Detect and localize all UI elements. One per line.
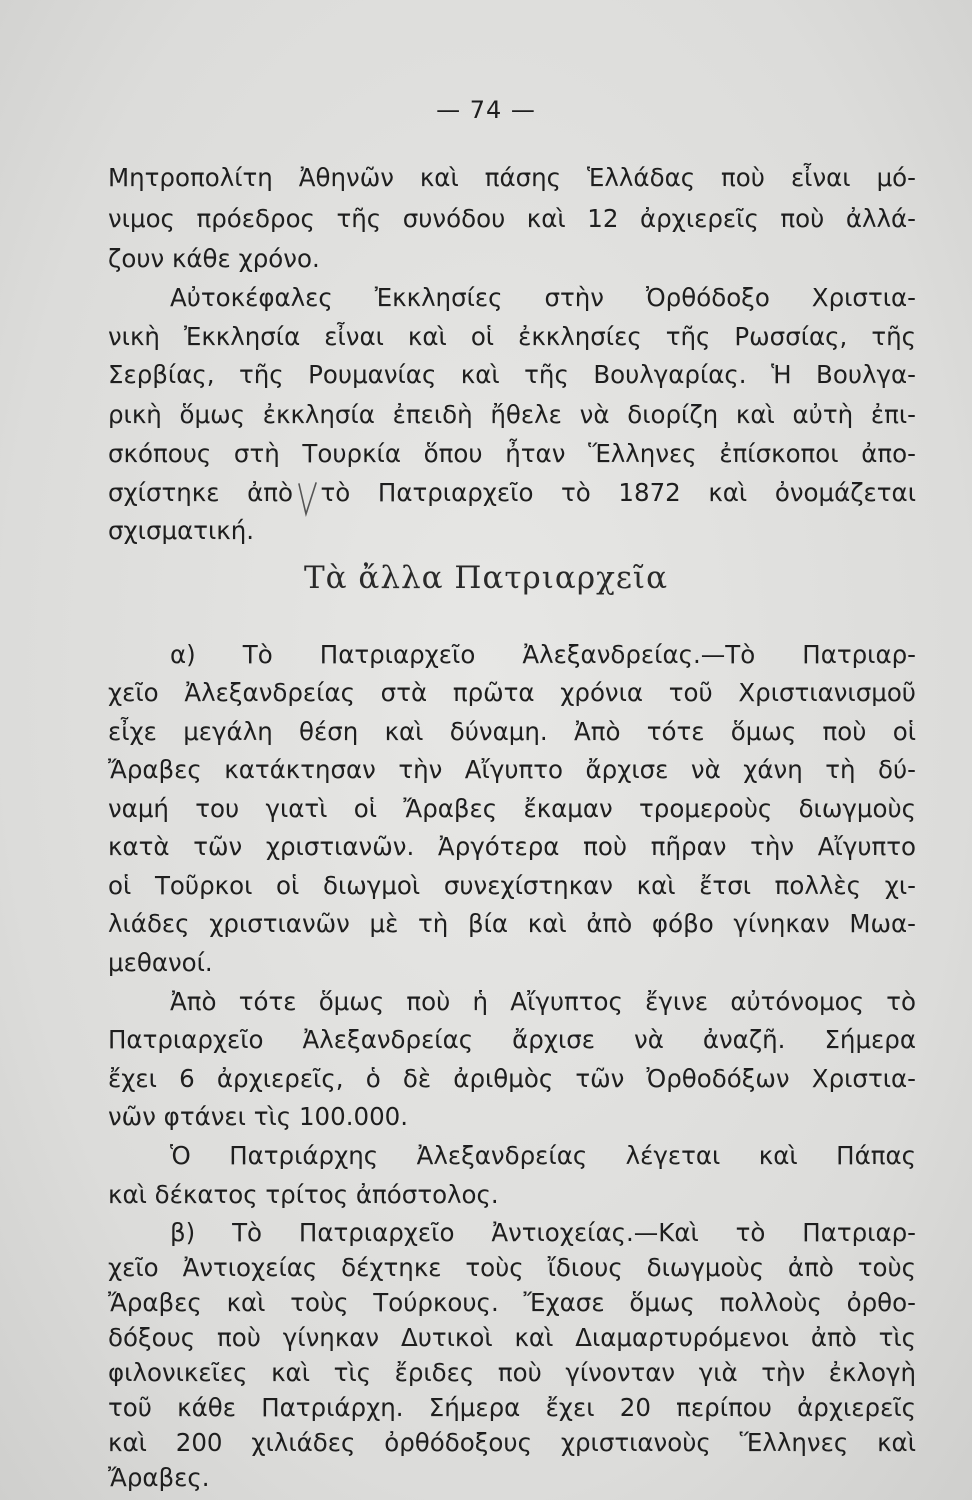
text-line: φιλονικεῖες καὶ τὶς ἔριδες ποὺ γίνονταν γιὰ τὴν ἐκλογὴ (108, 1358, 916, 1387)
page-number: — 74 — (436, 96, 536, 124)
text-line: Ἄραβες καὶ τοὺς Τούρκους. Ἔχασε ὅμως πολλοὺς ὀρθο- (108, 1288, 916, 1317)
text-line: Πατριαρχεῖο Ἀλεξανδρείας ἄρχισε νὰ ἀναζῆ. Σήμερα (108, 1025, 916, 1054)
text-line: β) Τὸ Πατριαρχεῖο Ἀντιοχείας.—Καὶ τὸ Πατριαρ- (170, 1218, 916, 1247)
text-line: σκόπους στὴ Τουρκία ὅπου ἦταν Ἕλληνες ἐπίσκοποι ἀπο- (108, 439, 916, 468)
text-line: ἔχει 6 ἀρχιερεῖς, ὁ δὲ ἀριθμὸς τῶν Ὀρθοδόξων Χριστια- (108, 1064, 916, 1093)
text-line: Ὁ Πατριάρχης Ἀλεξανδρείας λέγεται καὶ Πάπας (170, 1141, 916, 1170)
text-line: Ἄραβες. (108, 1463, 210, 1492)
text-line: οἱ Τοῦρκοι οἱ διωγμοὶ συνεχίστηκαν καὶ ἔτσι πολλὲς χι- (108, 871, 916, 900)
text-line: Ἀπὸ τότε ὅμως ποὺ ἡ Αἴγυπτος ἔγινε αὐτόνομος τὸ (170, 987, 916, 1016)
text-line: σχισματική. (108, 516, 255, 545)
text-line: χεῖο Ἀλεξανδρείας στὰ πρῶτα χρόνια τοῦ Χριστιανισμοῦ (108, 678, 916, 707)
text-line: νῶν φτάνει τὶς 100.000. (108, 1102, 409, 1131)
text-line: Ἄραβες κατάκτησαν τὴν Αἴγυπτο ἄρχισε νὰ χάνη τὴ δύ- (108, 755, 916, 784)
text-line: ρικὴ ὅμως ἐκκλησία ἐπειδὴ ἤθελε νὰ διορίζη καὶ αὐτὴ ἐπι- (108, 400, 916, 429)
text-line: Μητροπολίτη Ἀθηνῶν καὶ πάσης Ἑλλάδας ποὺ εἶναι μό- (108, 163, 916, 192)
section-heading: Τὰ ἄλλα Πατριαρχεῖα (303, 560, 669, 596)
text-line: λιάδες χριστιανῶν μὲ τὴ βία καὶ ἀπὸ φόβο γίνηκαν Μωα- (108, 909, 916, 938)
handwritten-checkmark (296, 480, 320, 520)
text-line: εἶχε μεγάλη θέση καὶ δύναμη. Ἀπὸ τότε ὅμως ποὺ οἱ (108, 717, 916, 746)
text-line: κατὰ τῶν χριστιανῶν. Ἀργότερα ποὺ πῆραν τὴν Αἴγυπτο (108, 832, 916, 861)
text-line: νιμος πρόεδρος τῆς συνόδου καὶ 12 ἀρχιερεῖς ποὺ ἀλλά- (108, 204, 916, 233)
text-line: μεθανοί. (108, 948, 213, 977)
text-line: τοῦ κάθε Πατριάρχη. Σήμερα ἔχει 20 περίπου ἀρχιερεῖς (108, 1393, 916, 1422)
text-line: καὶ 200 χιλιάδες ὀρθόδοξους χριστιανοὺς Ἕλληνες καὶ (108, 1428, 916, 1457)
text-line: χεῖο Ἀντιοχείας δέχτηκε τοὺς ἴδιους διωγμοὺς ἀπὸ τοὺς (108, 1253, 916, 1282)
text-line: ζουν κάθε χρόνο. (108, 244, 320, 273)
text-line: ναμή του γιατὶ οἱ Ἄραβες ἔκαμαν τρομεροὺς διωγμοὺς (108, 794, 916, 823)
text-line: νικὴ Ἐκκλησία εἶναι καὶ οἱ ἐκκλησίες τῆς Ρωσσίας, τῆς (108, 322, 916, 351)
text-line: δόξους ποὺ γίνηκαν Δυτικοὶ καὶ Διαμαρτυρόμενοι ἀπὸ τὶς (108, 1323, 916, 1352)
text-line: α) Τὸ Πατριαρχεῖο Ἀλεξανδρείας.—Τὸ Πατριαρ- (170, 640, 916, 669)
text-line: Αὐτοκέφαλες Ἐκκλησίες στὴν Ὀρθόδοξο Χριστια- (170, 283, 916, 312)
text-line: καὶ δέκατος τρίτος ἀπόστολος. (108, 1180, 499, 1209)
text-line: Σερβίας, τῆς Ρουμανίας καὶ τῆς Βουλγαρίας. Ἡ Βουλγα- (108, 360, 916, 389)
text-line: σχίστηκε ἀπὸ τὸ Πατριαρχεῖο τὸ 1872 καὶ ὀνομάζεται (108, 478, 916, 507)
